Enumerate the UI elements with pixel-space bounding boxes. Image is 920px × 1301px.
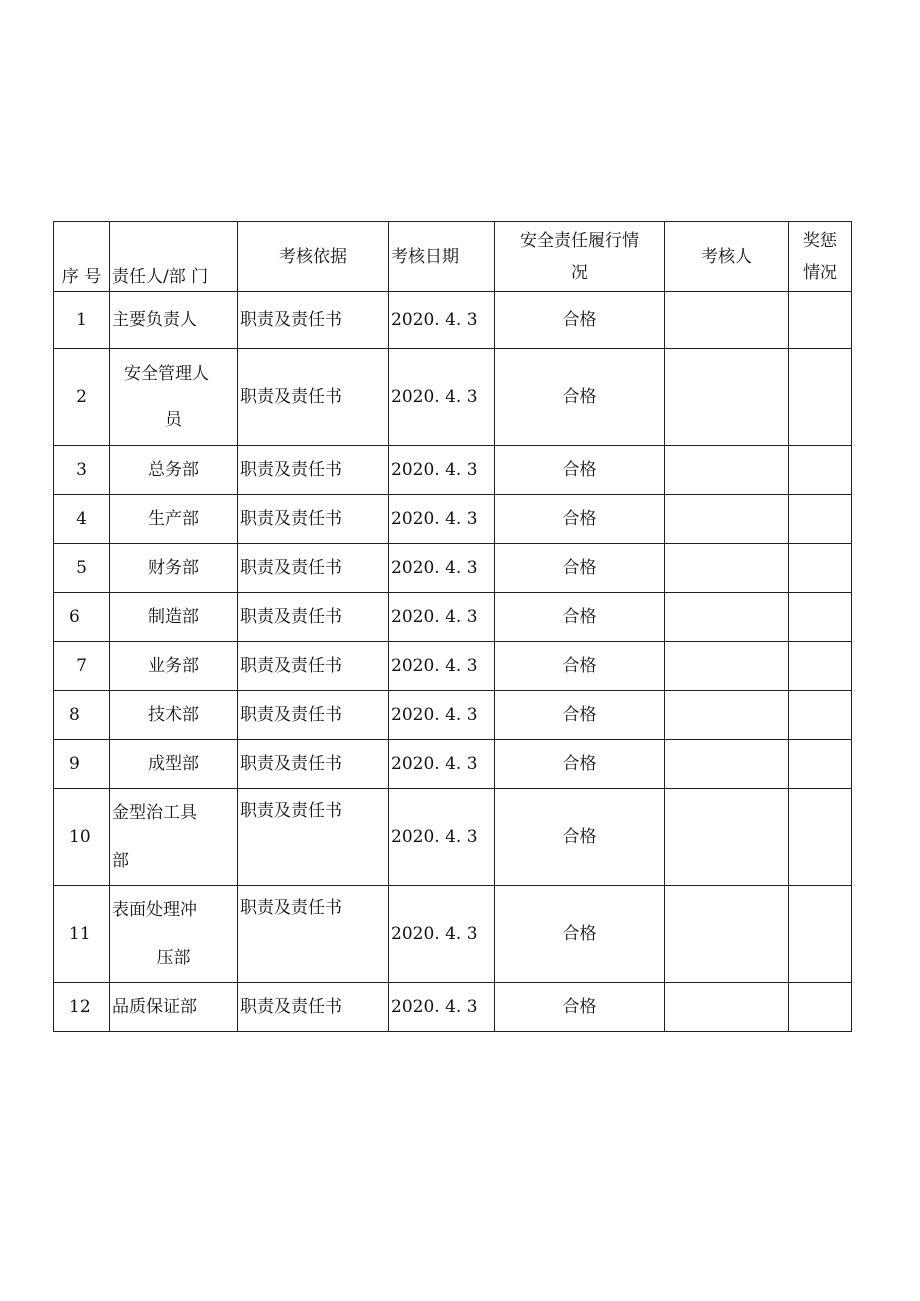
row-date: 2020. 4. 3 — [389, 642, 495, 691]
header-performance-line1: 安全责任履行情 — [520, 230, 639, 251]
row-reward — [789, 446, 852, 495]
row-date: 2020. 4. 3 — [389, 740, 495, 789]
header-row — [54, 222, 852, 292]
row-person: 技术部 — [110, 691, 238, 740]
row-basis: 职责及责任书 — [238, 642, 389, 691]
row-assessor — [665, 740, 789, 789]
row-person — [110, 349, 238, 446]
row-date: 2020. 4. 3 — [389, 446, 495, 495]
row-reward — [789, 740, 852, 789]
row-basis: 职责及责任书 — [238, 886, 389, 983]
row-seq: 2 — [54, 349, 110, 446]
row-basis: 职责及责任书 — [238, 983, 389, 1032]
row-basis: 职责及责任书 — [238, 544, 389, 593]
row-assessor — [665, 983, 789, 1032]
row-reward — [789, 544, 852, 593]
table-row — [54, 593, 852, 642]
header-date: 考核日期 — [389, 222, 495, 292]
row-date: 2020. 4. 3 — [389, 691, 495, 740]
row-seq: 3 — [54, 446, 110, 495]
header-assessor: 考核人 — [665, 222, 789, 292]
row-result: 合格 — [495, 642, 665, 691]
row-seq: 7 — [54, 642, 110, 691]
row-assessor — [665, 886, 789, 983]
row-person: 成型部 — [110, 740, 238, 789]
row-assessor — [665, 789, 789, 886]
row-seq: 4 — [54, 495, 110, 544]
row-assessor — [665, 495, 789, 544]
row-reward — [789, 593, 852, 642]
row-reward — [789, 642, 852, 691]
row-reward — [789, 886, 852, 983]
row-assessor — [665, 349, 789, 446]
table-row — [54, 983, 852, 1032]
row-result: 合格 — [495, 349, 665, 446]
table-row — [54, 740, 852, 789]
row-result: 合格 — [495, 495, 665, 544]
row-person: 生产部 — [110, 495, 238, 544]
table-row — [54, 886, 852, 983]
row-reward — [789, 349, 852, 446]
header-person: 责任人/部 门 — [110, 222, 238, 292]
row-reward — [789, 789, 852, 886]
table-row — [54, 642, 852, 691]
row-assessor — [665, 593, 789, 642]
header-performance-line2: 况 — [571, 262, 588, 283]
table-row — [54, 495, 852, 544]
table-row — [54, 292, 852, 349]
row-basis: 职责及责任书 — [238, 593, 389, 642]
row-assessor — [665, 446, 789, 495]
row-basis: 职责及责任书 — [238, 349, 389, 446]
row-seq: 10 — [54, 789, 110, 886]
row-date: 2020. 4. 3 — [389, 886, 495, 983]
row-person-line2: 压部 — [156, 948, 191, 968]
row-person-line2: 员 — [165, 410, 182, 430]
table-row — [54, 789, 852, 886]
row-assessor — [665, 642, 789, 691]
row-seq: 9 — [54, 740, 110, 789]
row-person — [110, 789, 238, 886]
row-assessor — [665, 292, 789, 349]
row-date: 2020. 4. 3 — [389, 292, 495, 349]
row-seq: 8 — [54, 691, 110, 740]
row-result: 合格 — [495, 544, 665, 593]
row-result: 合格 — [495, 292, 665, 349]
row-person-line1: 表面处理冲 — [112, 900, 197, 920]
row-result: 合格 — [495, 740, 665, 789]
row-date: 2020. 4. 3 — [389, 983, 495, 1032]
header-reward — [789, 222, 852, 292]
header-reward-line2: 情况 — [803, 262, 837, 283]
table-row — [54, 544, 852, 593]
row-person-line1: 安全管理人 — [124, 364, 209, 384]
table-row — [54, 446, 852, 495]
row-person-line1: 金型治工具 — [112, 803, 197, 823]
row-basis: 职责及责任书 — [238, 446, 389, 495]
row-person: 业务部 — [110, 642, 238, 691]
row-result: 合格 — [495, 789, 665, 886]
row-result: 合格 — [495, 446, 665, 495]
row-person: 财务部 — [110, 544, 238, 593]
header-seq: 序 号 — [54, 222, 110, 292]
row-basis: 职责及责任书 — [238, 495, 389, 544]
row-seq: 11 — [54, 886, 110, 983]
row-person: 总务部 — [110, 446, 238, 495]
row-seq: 6 — [54, 593, 110, 642]
row-seq: 12 — [54, 983, 110, 1032]
row-basis: 职责及责任书 — [238, 740, 389, 789]
row-date: 2020. 4. 3 — [389, 349, 495, 446]
assessment-table — [53, 221, 852, 1032]
header-basis: 考核依据 — [238, 222, 389, 292]
row-result: 合格 — [495, 691, 665, 740]
row-reward — [789, 691, 852, 740]
row-date: 2020. 4. 3 — [389, 495, 495, 544]
row-person: 制造部 — [110, 593, 238, 642]
row-person: 主要负责人 — [110, 292, 238, 349]
row-date: 2020. 4. 3 — [389, 544, 495, 593]
row-reward — [789, 983, 852, 1032]
row-assessor — [665, 691, 789, 740]
row-basis: 职责及责任书 — [238, 292, 389, 349]
row-person: 品质保证部 — [110, 983, 238, 1032]
row-result: 合格 — [495, 593, 665, 642]
row-person — [110, 886, 238, 983]
header-performance — [495, 222, 665, 292]
row-assessor — [665, 544, 789, 593]
row-seq: 1 — [54, 292, 110, 349]
header-reward-line1: 奖惩 — [803, 230, 837, 251]
row-person-line2: 部 — [112, 851, 129, 871]
row-basis: 职责及责任书 — [238, 691, 389, 740]
row-seq: 5 — [54, 544, 110, 593]
row-date: 2020. 4. 3 — [389, 789, 495, 886]
row-basis: 职责及责任书 — [238, 789, 389, 886]
table-row — [54, 691, 852, 740]
row-result: 合格 — [495, 983, 665, 1032]
row-reward — [789, 292, 852, 349]
row-result: 合格 — [495, 886, 665, 983]
row-date: 2020. 4. 3 — [389, 593, 495, 642]
table-row — [54, 349, 852, 446]
row-reward — [789, 495, 852, 544]
